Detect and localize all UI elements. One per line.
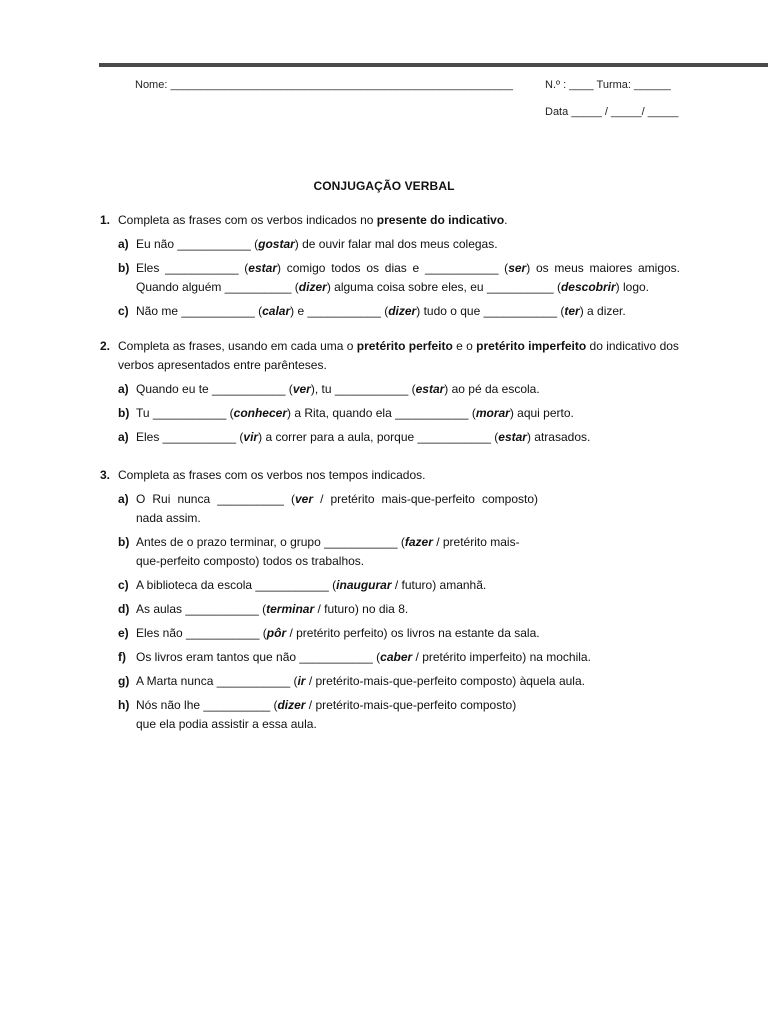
exercise-item: h) Nós não lhe __________ (dizer / pretérito-mais-que-perfeito composto) que ela podia assistir a essa aula. [118,698,517,731]
section-2 [100,337,680,452]
question-1 [100,211,680,230]
section-1 [100,211,680,326]
section-3 [100,466,680,739]
question-number: 2. [100,339,111,353]
exercise-item: c) Não me ___________ (calar) e ___________ (dizer) tudo o que ___________ (ter) a dizer. [118,304,626,318]
exercise-item: g) A Marta nunca ___________ (ir / pretérito-mais-que-perfeito composto) àquela aula. [118,674,585,688]
exercise-item: a) Eu não ___________ (gostar) de ouvir falar mal dos meus colegas. [118,237,498,251]
question-number: 3. [100,468,111,482]
exercise-item: a) Eles ___________ (vir) a correr para a aula, porque ___________ (estar) atrasados. [118,430,591,444]
exercise-item: f) Os livros eram tantos que não ___________ (caber / pretérito imperfeito) na mochila. [118,650,591,664]
question-3 [100,466,680,485]
exercise-item: b) Antes de o prazo terminar, o grupo ___________ (fazer / pretérito mais-que-perfeito composto) todos os trabalhos. [118,535,520,568]
exercise-item: b) Eles ___________ (estar) comigo todos os dias e ___________ (ser) os meus maiores amigos. Quando alguém __________ (dizer) alguma coisa sobre eles, eu __________ (descobrir) logo. [118,261,681,294]
exercise-item: a) O Rui nunca __________ (ver / pretérito mais-que-perfeito composto) nada assim. [118,492,539,525]
question-instruction: Completa as frases, usando em cada uma o pretérito perfeito e o pretérito imperfeito do indicativo dos verbos apresentados entre parênteses. [118,339,679,372]
question-instruction: Completa as frases com os verbos indicados no presente do indicativo. [118,213,508,227]
date-field[interactable]: Data _____ / _____/ _____ [545,106,679,118]
header-rule [99,63,768,67]
exercise-item: e) Eles não ___________ (pôr / pretérito perfeito) os livros na estante da sala. [118,626,540,640]
exercise-item: a) Quando eu te ___________ (ver), tu ___________ (estar) ao pé da escola. [118,382,540,396]
page-title: CONJUGAÇÃO VERBAL [313,179,455,193]
exercise-item: d) As aulas ___________ (terminar / futuro) no dia 8. [118,602,409,616]
exercise-item: c) A biblioteca da escola ___________ (inaugurar / futuro) amanhã. [118,578,487,592]
question-2 [100,337,680,375]
question-number: 1. [100,213,111,227]
name-field[interactable]: Nome: ________________________________________________________ [135,79,514,91]
exercise-item: b) Tu ___________ (conhecer) a Rita, quando ela ___________ (morar) aqui perto. [118,406,574,420]
number-class-field[interactable]: N.º : ____ Turma: ______ [545,79,671,91]
question-instruction: Completa as frases com os verbos nos tempos indicados. [118,468,426,482]
